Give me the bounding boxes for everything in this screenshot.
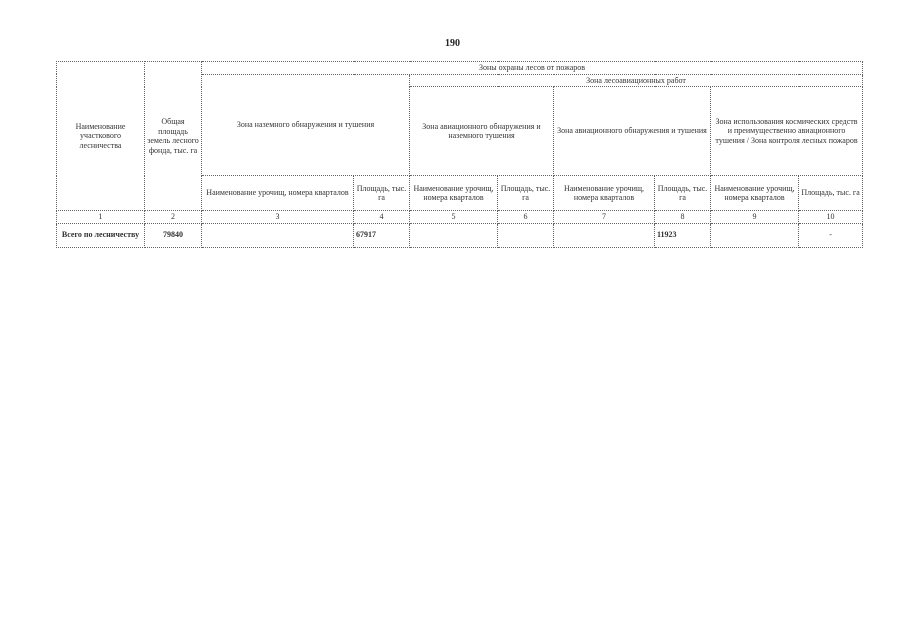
subheader-avia-ground-area: Площадь, тыс. га: [498, 176, 554, 211]
total-row-avia-ground-area: [498, 223, 554, 247]
column-number: 4: [354, 211, 410, 224]
header-fire-protection-zones: Зоны охраны лесов от пожаров: [202, 62, 863, 75]
subheader-space-area: Площадь, тыс. га: [799, 176, 863, 211]
subheader-ground-names: Наименование урочищ, номера кварталов: [202, 176, 354, 211]
column-number: 1: [57, 211, 145, 224]
total-row-ground-names: [202, 223, 354, 247]
header-aviation-works-zone: Зона лесоавиационных работ: [410, 74, 863, 87]
column-number: 10: [799, 211, 863, 224]
forest-fire-zones-table: [56, 61, 863, 248]
header-total-area: Общая площадь земель лесного фонда, тыс. га: [145, 62, 202, 211]
header-division-name: Наименование участкового лесничества: [57, 62, 145, 211]
total-row-avia-ground-names: [410, 223, 498, 247]
subheader-avia-ground-names: Наименование урочищ, номера кварталов: [410, 176, 498, 211]
column-number: 8: [655, 211, 711, 224]
subheader-avia-names: Наименование урочищ, номера кварталов: [554, 176, 655, 211]
header-zone-space: Зона использования космических средств и преимущественно авиационного тушения / Зона контроля лесных пожаров: [711, 87, 863, 176]
subheader-avia-area: Площадь, тыс. га: [655, 176, 711, 211]
total-row-space-names: [711, 223, 799, 247]
page-number: 190: [445, 38, 460, 49]
subheader-space-names: Наименование урочищ, номера кварталов: [711, 176, 799, 211]
total-row-ground-area: 67917: [354, 223, 410, 247]
column-number: 9: [711, 211, 799, 224]
subheader-ground-area: Площадь, тыс. га: [354, 176, 410, 211]
column-number: 2: [145, 211, 202, 224]
total-row-label: Всего по лесничеству: [57, 223, 145, 247]
header-zone-avia: Зона авиационного обнаружения и тушения: [554, 87, 711, 176]
total-row-avia-names: [554, 223, 655, 247]
column-number: 5: [410, 211, 498, 224]
total-row-space-area: -: [799, 223, 863, 247]
column-number-row: [57, 211, 863, 224]
column-number: 7: [554, 211, 655, 224]
header-zone-ground: Зона наземного обнаружения и тушения: [202, 74, 410, 176]
column-number: 6: [498, 211, 554, 224]
total-row: [57, 223, 863, 247]
total-row-avia-area: 11923: [655, 223, 711, 247]
header-zone-avia-ground: Зона авиационного обнаружения и наземного тушения: [410, 87, 554, 176]
column-number: 3: [202, 211, 354, 224]
total-row-total-area: 79840: [145, 223, 202, 247]
